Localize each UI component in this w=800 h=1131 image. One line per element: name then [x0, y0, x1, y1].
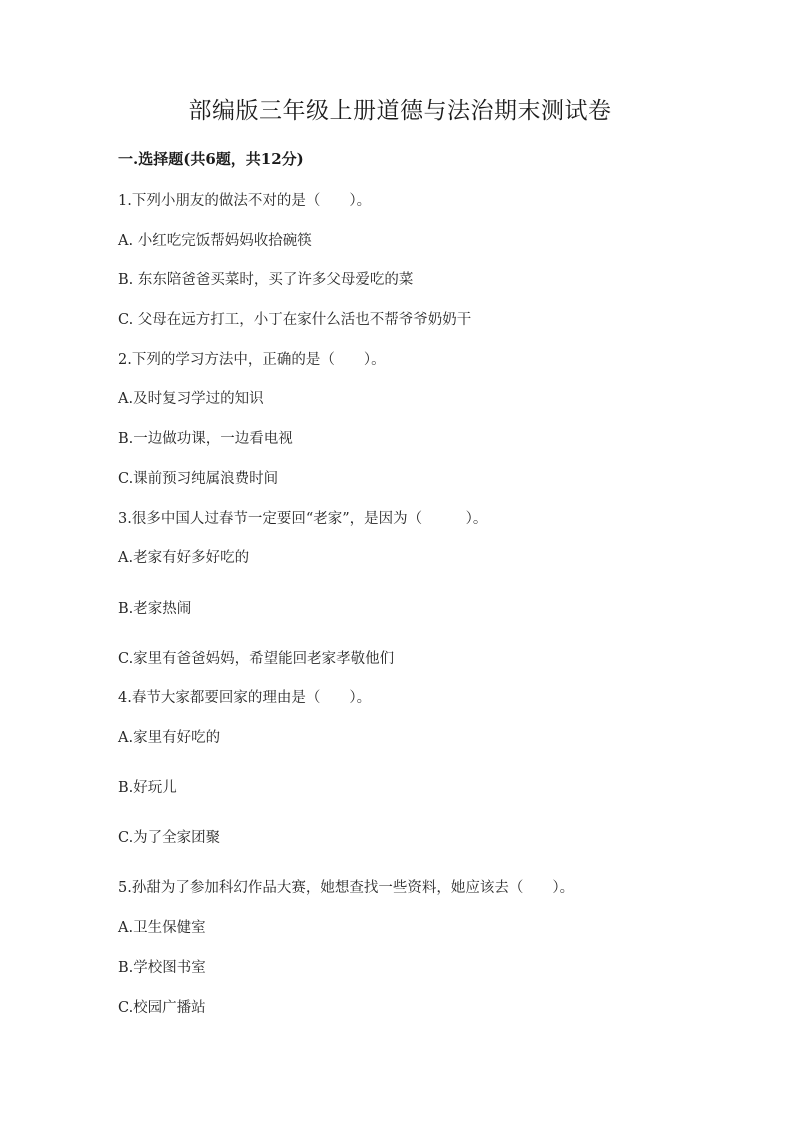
question-2-option-c: C.课前预习纯属浪费时间	[118, 471, 279, 487]
question-4-stem: 4.春节大家都要回家的理由是（ ）。	[118, 690, 372, 706]
question-4-option-b: B.好玩儿	[118, 780, 177, 796]
question-3-option-b: B.老家热闹	[118, 601, 192, 617]
question-5-option-b: B.学校图书室	[118, 960, 206, 976]
section-heading: 一.选择题(共6题，共12分)	[118, 150, 304, 168]
question-1-option-b: B. 东东陪爸爸买菜时，买了许多父母爱吃的菜	[118, 272, 414, 288]
question-3-option-a: A.老家有好多好吃的	[118, 550, 250, 566]
question-4-option-a: A.家里有好吃的	[118, 730, 221, 746]
question-1-option-c: C. 父母在远方打工，小丁在家什么活也不帮爷爷奶奶干	[118, 312, 472, 328]
question-5-option-a: A.卫生保健室	[118, 920, 206, 936]
question-5-option-c: C.校园广播站	[118, 1000, 206, 1016]
question-2-option-b: B.一边做功课，一边看电视	[118, 431, 293, 447]
question-2-option-a: A.及时复习学过的知识	[118, 391, 264, 407]
question-5-stem: 5.孙甜为了参加科幻作品大赛，她想查找一些资料，她应该去（ ）。	[118, 880, 575, 896]
question-1-option-a: A. 小红吃完饭帮妈妈收拾碗筷	[118, 233, 312, 249]
question-3-stem: 3.很多中国人过春节一定要回“老家”，是因为（ ）。	[118, 511, 488, 527]
page-title: 部编版三年级上册道德与法治期末测试卷	[188, 98, 612, 124]
question-1-stem: 1.下列小朋友的做法不对的是（ ）。	[118, 193, 372, 209]
question-3-option-c: C.家里有爸爸妈妈，希望能回老家孝敬他们	[118, 651, 395, 667]
question-4-option-c: C.为了全家团聚	[118, 830, 221, 846]
question-2-stem: 2.下列的学习方法中，正确的是（ ）。	[118, 352, 386, 368]
